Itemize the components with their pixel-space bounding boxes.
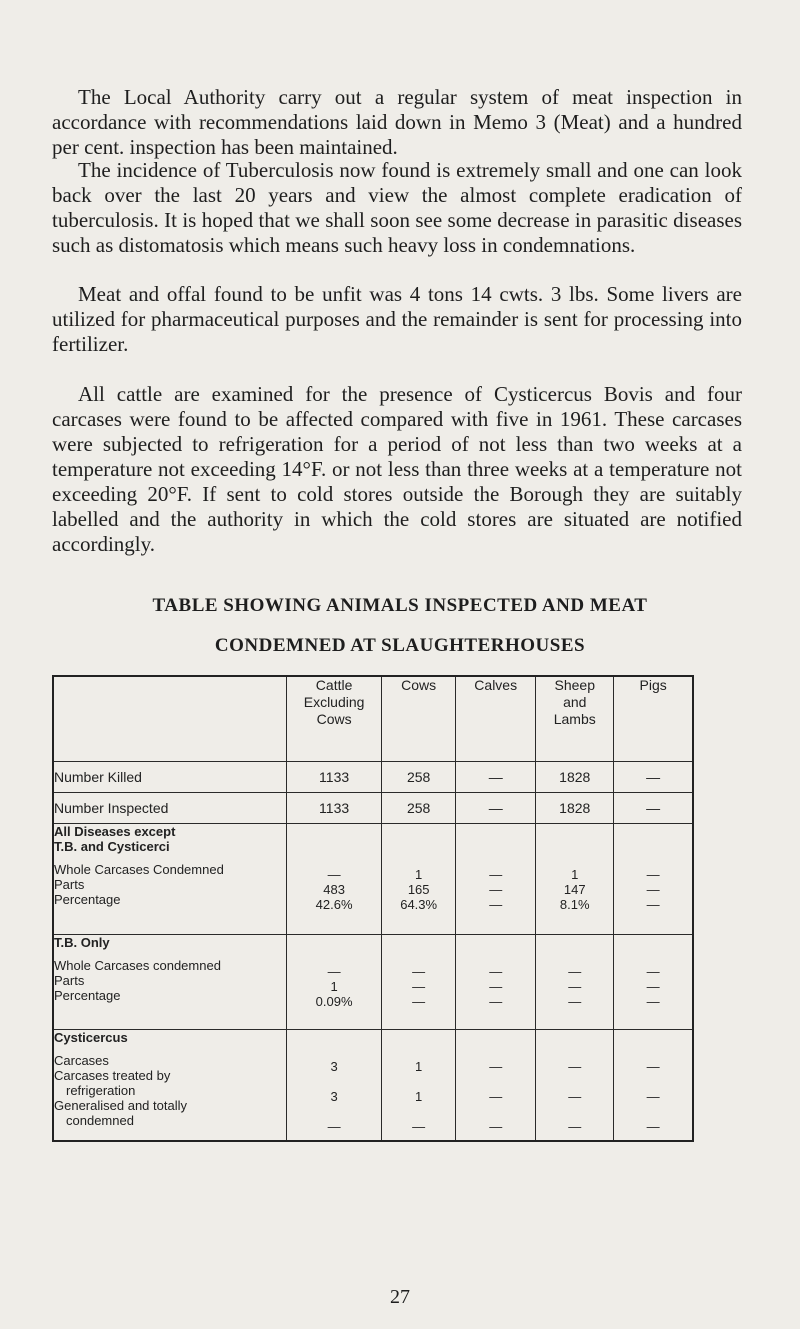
table-section-all-diseases (53, 824, 693, 935)
cell-value (382, 1104, 455, 1119)
table-header-row (53, 676, 693, 762)
cell-value: — (646, 979, 660, 994)
cell-sheep (536, 1030, 614, 1142)
cell-value: 1 (415, 1059, 423, 1074)
cell-value: — (412, 964, 426, 979)
table-row-number-inspected (53, 793, 693, 824)
cell-value (614, 1104, 692, 1119)
table-row-number-killed (53, 762, 693, 793)
paragraph-text: Meat and offal found to be unfit was 4 tons 14 cwts. 3 lbs. Some livers are utilized for pharmaceutical purposes and the remainder is sent for processing into fertilizer. (52, 282, 742, 356)
section-label (53, 1030, 287, 1142)
cell-pigs (614, 935, 693, 1030)
cell-value: — (489, 1089, 503, 1104)
section-title: All Diseases except (54, 824, 176, 839)
line-label: condemned (66, 1113, 134, 1128)
paragraph-text: All cattle are examined for the presence of Cysticercus Bovis and four carcases were found to be affected compared with five in 1961. These carcases were subjected to refrigeration for a period of not less than two weeks at a temperature not exceeding 14°F. or not less than three weeks at a temperature not exceeding 20°F. If sent to cold stores outside the Borough they are suitably labelled and the authority in which the cold stores are situated are notified accordingly. (52, 382, 742, 556)
cell-value (614, 1074, 692, 1089)
line-label: refrigeration (66, 1083, 136, 1098)
cell-value: 1 (330, 979, 338, 994)
line-label: Whole Carcases Condemned (54, 862, 224, 877)
table-section-tb-only (53, 935, 693, 1030)
header-text: Cattle (315, 677, 353, 693)
cell-value: — (489, 882, 503, 897)
cell-value: — (412, 1119, 426, 1134)
cell-sheep: 1828 (536, 762, 614, 793)
header-blank (53, 676, 287, 762)
cell-value: 42.6% (315, 897, 353, 912)
cell-value: — (646, 897, 660, 912)
cell-value: 3 (330, 1059, 338, 1074)
header-calves: Calves (456, 676, 536, 762)
cell-value: — (646, 964, 660, 979)
cell-value: — (646, 1119, 660, 1134)
line-label: Percentage (54, 892, 121, 907)
header-sheep (536, 676, 614, 762)
cell-value: — (568, 994, 582, 1009)
cell-value: — (489, 1119, 503, 1134)
cell-cattle: 1133 (287, 793, 382, 824)
cell-value: — (568, 1059, 582, 1074)
paragraph-unfit-meat (52, 282, 742, 357)
cell-value (456, 1074, 535, 1089)
cell-value (382, 1074, 455, 1089)
table-title-line-2: CONDEMNED AT SLAUGHTERHOUSES (214, 635, 586, 656)
cell-sheep: 1828 (536, 793, 614, 824)
cell-cattle (287, 824, 382, 935)
cell-calves (456, 1030, 536, 1142)
cell-value: — (646, 994, 660, 1009)
cell-value: — (412, 979, 426, 994)
line-label: Carcases (54, 1053, 109, 1068)
cell-value: — (646, 1089, 660, 1104)
cell-value: 64.3% (400, 897, 438, 912)
cell-value: 483 (323, 882, 345, 897)
cell-value: 165 (407, 882, 430, 897)
cell-value: — (489, 1059, 503, 1074)
cell-value: 0.09% (315, 994, 353, 1009)
cell-cattle (287, 1030, 382, 1142)
cell-sheep (536, 824, 614, 935)
header-pigs: Pigs (614, 676, 693, 762)
cell-value: 3 (330, 1089, 338, 1104)
cell-value: — (646, 882, 660, 897)
cell-value (456, 1104, 535, 1119)
section-title: T.B. Only (54, 935, 110, 950)
cell-value: 1 (571, 867, 579, 882)
cell-value (287, 1104, 381, 1119)
cell-cattle: 1133 (287, 762, 382, 793)
cell-value: — (568, 979, 582, 994)
cell-value: — (646, 1059, 660, 1074)
header-cows: Cows (382, 676, 456, 762)
animals-inspected-table (52, 675, 694, 1142)
section-label (53, 935, 287, 1030)
cell-cows (382, 935, 456, 1030)
cell-value: — (327, 1119, 341, 1134)
paragraph-text: The incidence of Tuberculosis now found is extremely small and one can look back over the last 20 years and view the almost complete eradication of tuberculosis. It is hoped that we shall soon see some decrease in parasitic diseases such as distomatosis which means such heavy loss in condemnations. (52, 158, 742, 257)
line-label: Whole Carcases condemned (54, 958, 221, 973)
table-title-line-1: TABLE SHOWING ANIMALS INSPECTED AND MEAT (152, 595, 648, 616)
cell-pigs: — (614, 762, 693, 793)
row-label: Number Inspected (53, 793, 287, 824)
cell-value: — (489, 867, 503, 882)
header-text: Sheep (554, 677, 595, 693)
row-label: Number Killed (53, 762, 287, 793)
line-label: Parts (54, 877, 85, 892)
header-text: Cows (316, 711, 352, 727)
section-label (53, 824, 287, 935)
section-title: T.B. and Cysticerci (54, 839, 170, 854)
cell-value: 1 (415, 867, 423, 882)
cell-cattle (287, 935, 382, 1030)
cell-sheep (536, 935, 614, 1030)
paragraph-tuberculosis (52, 158, 742, 258)
cell-value (536, 1104, 613, 1119)
table-section-cysticercus (53, 1030, 693, 1142)
cell-value (536, 1074, 613, 1089)
paragraph-meat-inspection (52, 85, 742, 160)
cell-value: — (489, 994, 503, 1009)
cell-value: 147 (563, 882, 586, 897)
header-text: Excluding (303, 694, 365, 710)
cell-value: — (568, 1089, 582, 1104)
cell-value: — (412, 994, 426, 1009)
cell-cows (382, 824, 456, 935)
cell-cows (382, 1030, 456, 1142)
line-label: Percentage (54, 988, 121, 1003)
cell-value (287, 1074, 381, 1089)
header-text: and (563, 694, 587, 710)
cell-value: — (568, 1119, 582, 1134)
cell-calves: — (456, 793, 536, 824)
cell-calves (456, 824, 536, 935)
paragraph-cysticercus (52, 382, 742, 557)
cell-value: — (327, 867, 341, 882)
cell-cows: 258 (382, 793, 456, 824)
cell-pigs (614, 1030, 693, 1142)
line-label: Carcases treated by (54, 1068, 171, 1083)
line-label: Generalised and totally (54, 1098, 187, 1113)
cell-value: — (568, 964, 582, 979)
header-cattle (287, 676, 382, 762)
line-label: Parts (54, 973, 85, 988)
header-text: Lambs (553, 711, 596, 727)
cell-calves: — (456, 762, 536, 793)
cell-cows: 258 (382, 762, 456, 793)
cell-value: 8.1% (559, 897, 590, 912)
page-number: 27 (390, 1286, 410, 1308)
cell-value: — (327, 964, 341, 979)
cell-pigs: — (614, 793, 693, 824)
cell-value: — (489, 964, 503, 979)
section-title: Cysticercus (54, 1030, 128, 1045)
cell-value: — (489, 979, 503, 994)
cell-calves (456, 935, 536, 1030)
cell-value: — (646, 867, 660, 882)
paragraph-text: The Local Authority carry out a regular system of meat inspection in accordance with recommendations laid down in Memo 3 (Meat) and a hundred per cent. inspection has been maintained. (52, 85, 742, 159)
cell-value: — (489, 897, 503, 912)
cell-value: 1 (415, 1089, 423, 1104)
cell-pigs (614, 824, 693, 935)
